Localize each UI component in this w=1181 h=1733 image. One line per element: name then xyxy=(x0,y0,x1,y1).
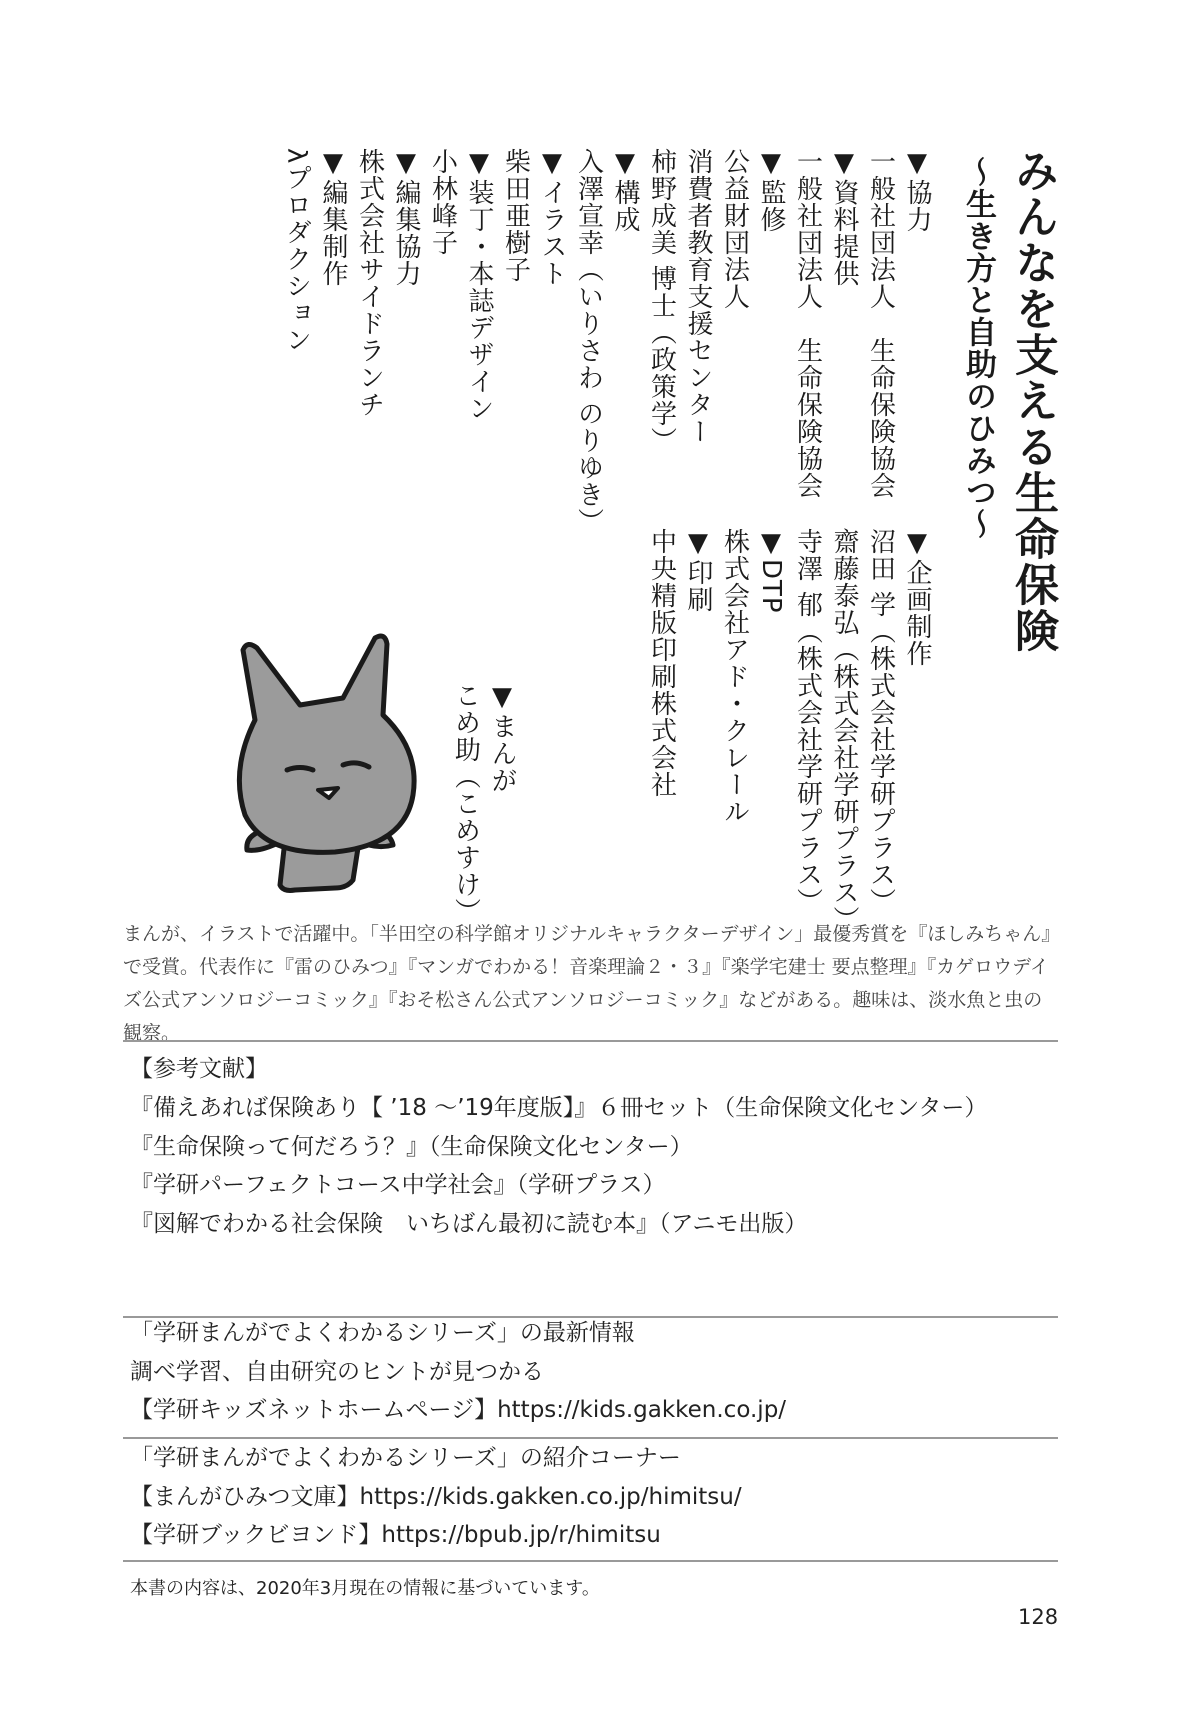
text-line[interactable]: 【学研ブックビヨンド】https://bpub.jp/r/himitsu xyxy=(130,1522,661,1548)
text-line[interactable]: 【学研キッズネットホームページ】https://kids.gakken.co.jp/ xyxy=(130,1397,787,1423)
credit-name: 消費者教育支援センター xyxy=(683,148,713,445)
text-line: 『学研パーフェクトコース中学社会』（学研プラス） xyxy=(130,1172,666,1198)
credit-heading: ▼ 編集協力 xyxy=(393,148,419,287)
divider xyxy=(123,1040,1058,1042)
book-title: みんなを支える生命保険 xyxy=(1007,148,1058,654)
credit-heading: ▼ 監修 xyxy=(758,148,784,233)
credit-name: 齋藤泰弘（株式会社学研プラス） xyxy=(829,528,859,933)
credit-name: 寺澤 郁（株式会社学研プラス） xyxy=(792,528,823,916)
credit-heading: ▼ まんが xyxy=(489,682,515,794)
text-line: 調べ学習、自由研究のヒントが見つかる xyxy=(130,1358,544,1385)
credit-heading: ▼ 編集制作 xyxy=(320,148,346,287)
credit-name: 株式会社サイドランチ xyxy=(354,148,385,418)
rabbit-character-icon xyxy=(239,636,414,890)
credit-name: こめ助（こめすけ） xyxy=(450,682,481,925)
author-bio: まんが、イラストで活躍中。「半田空の科学館オリジナルキャラクターデザイン」最優秀賞を『ほしみちゃん』で受賞。代表作に『雷のひみつ』『マンガでわかる！音楽理論２・３』『楽学宅建士 要点整理』『カゲロウデイズ公式アンソロジーコミック』『おそ松さん公式アンソロジーコミック』などがある。趣味は、淡水魚と虫の観察。 xyxy=(123,923,1051,1044)
text-line: 『生命保険って何だろう？』（生命保険文化センター） xyxy=(130,1133,693,1160)
credit-name: 柿野成美 博士（政策学） xyxy=(646,148,677,455)
text-line: 「学研まんがでよくわかるシリーズ」の最新情報 xyxy=(130,1320,635,1346)
credit-name: 株式会社アド・クレール xyxy=(719,528,750,825)
credit-heading: ▼ イラスト xyxy=(539,148,565,287)
text-line[interactable]: 【まんがひみつ文庫】https://kids.gakken.co.jp/himitsu/ xyxy=(130,1483,742,1510)
credit-name: 公益財団法人 xyxy=(719,148,750,310)
divider xyxy=(123,1437,1058,1439)
credit-heading: ▼ 装丁・本誌デザイン xyxy=(466,148,492,422)
text-line: 「学研まんがでよくわかるシリーズ」の紹介コーナー xyxy=(130,1445,681,1471)
credit-name: 中央精版印刷株式会社 xyxy=(646,528,677,798)
divider xyxy=(123,1560,1058,1562)
page-number: 128 xyxy=(1018,1605,1059,1629)
credit-heading: ▼ 印刷 xyxy=(685,528,711,613)
credit-name: λプロダクション xyxy=(281,148,312,354)
references-heading: 【参考文献】 xyxy=(130,1056,268,1082)
credit-name: 一般社団法人 生命保険協会 xyxy=(865,148,896,499)
text-line: 『備えあれば保険あり【 ’18 〜’19年度版】』６冊セット（生命保険文化センター） xyxy=(130,1095,988,1121)
credit-heading: ▼ 企画制作 xyxy=(904,528,930,667)
text-line: 『図解でわかる社会保険 いちばん最初に読む本』（アニモ出版） xyxy=(130,1210,808,1237)
credit-name: 小林峰子 xyxy=(427,148,458,256)
content-note: 本書の内容は、2020年3月現在の情報に基づいています。 xyxy=(130,1578,600,1599)
credit-heading: ▼ 構成 xyxy=(612,148,638,233)
credit-name: 沼田 学（株式会社学研プラス） xyxy=(865,528,896,916)
credit-name: 柴田亜樹子 xyxy=(500,148,531,283)
credit-name: 入澤宣幸（いりさわ のりゆき） xyxy=(573,148,604,536)
credit-heading: ▼ DTP xyxy=(758,528,784,614)
divider xyxy=(123,1316,1058,1318)
credit-heading: ▼ 資料提供 xyxy=(831,148,857,287)
credit-heading: ▼ 協力 xyxy=(904,148,930,233)
mascot-illustration xyxy=(225,630,425,900)
book-subtitle: 〜生き方と自助のひみつ〜 xyxy=(960,156,996,540)
credit-name: 一般社団法人 生命保険協会 xyxy=(792,148,823,499)
